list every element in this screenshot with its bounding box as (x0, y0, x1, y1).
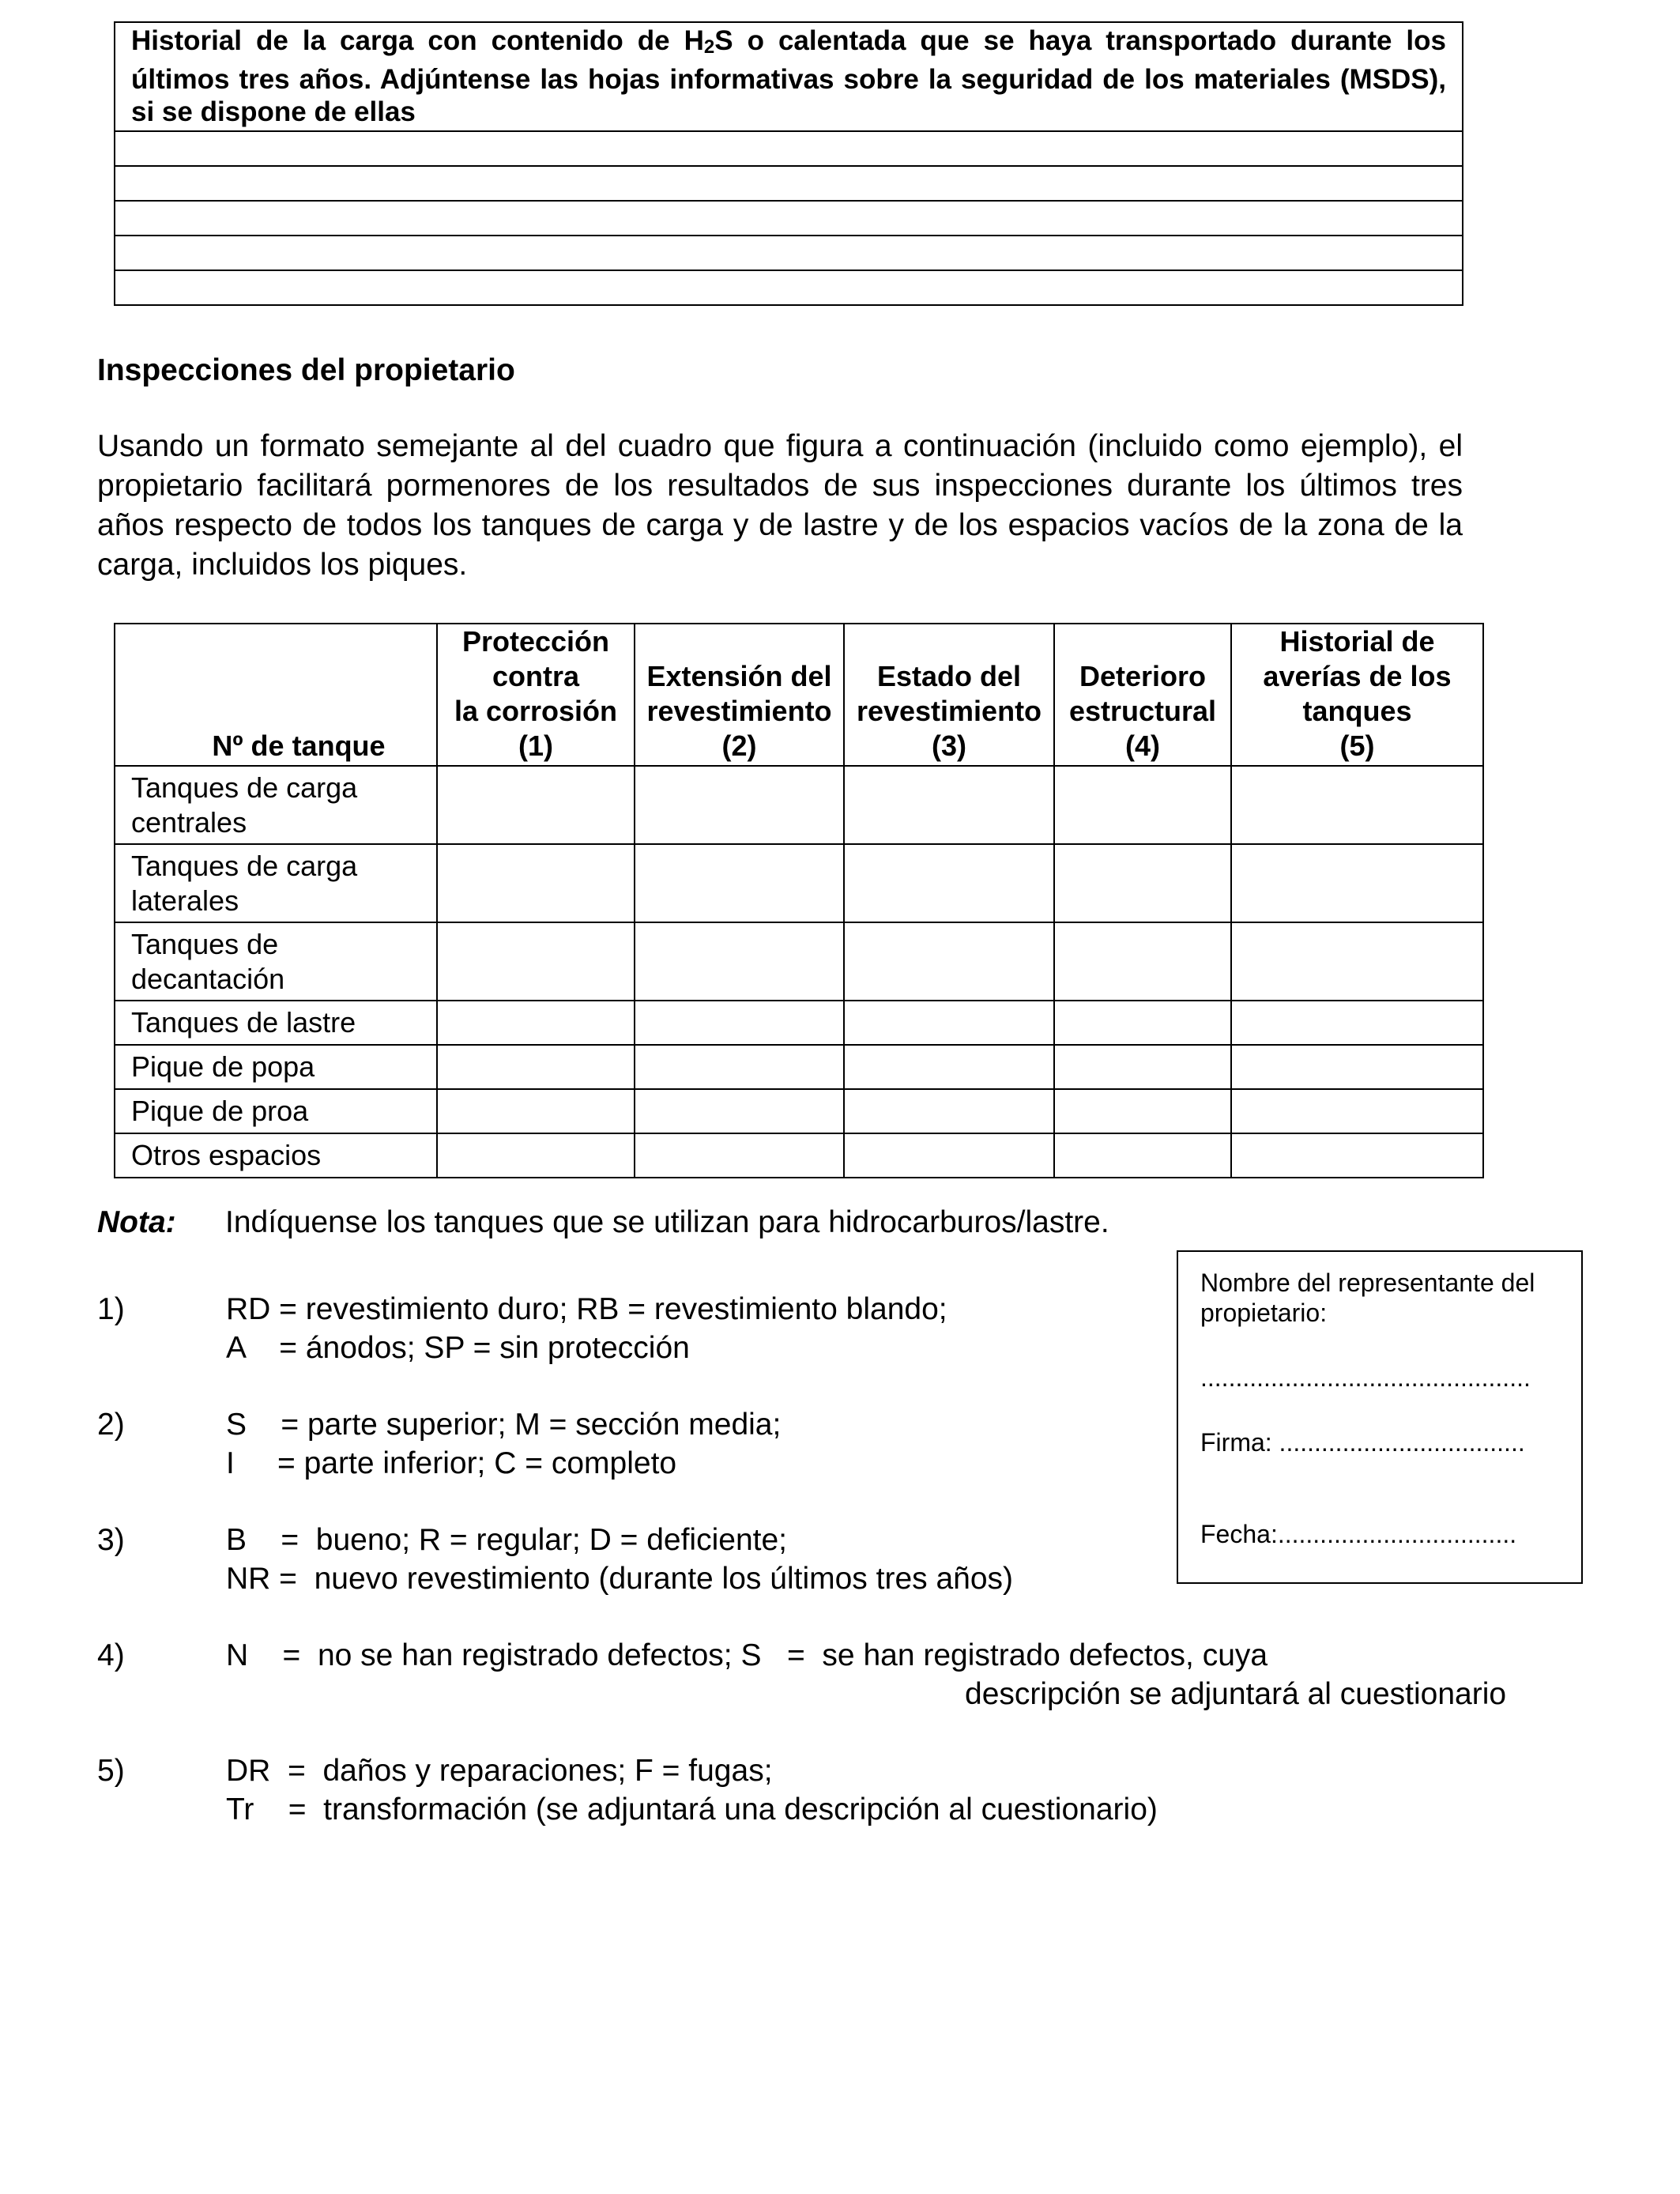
table-cell[interactable] (437, 766, 635, 844)
header-line: la corrosión (454, 695, 618, 727)
table-cell[interactable] (1054, 1001, 1231, 1045)
header-line: tanques (1302, 695, 1412, 727)
nota-label: Nota: (97, 1205, 176, 1239)
section-paragraph: Usando un formato semejante al del cuadro que figura a continuación (incluido como ejemplo), el propietario facilitará pormenores de los resultados de sus inspecciones durante los últimos tres años respecto de todos los tanques de carga y de lastre y de los espacios vacíos de la zona de la carga, incluidos los piques. (97, 429, 1463, 582)
note-4-number: 4) (97, 1638, 125, 1672)
table-row (115, 1001, 1483, 1045)
cargo-history-entry-1[interactable] (115, 131, 1463, 166)
inspection-table (114, 623, 1484, 1178)
header-line: Historial de (1279, 625, 1435, 658)
table-cell[interactable] (1054, 766, 1231, 844)
header-tank-damage-history (1231, 624, 1483, 766)
note-1-line-1: RD = revestimiento duro; RB = revestimiento blando; (226, 1292, 947, 1326)
representative-name-field[interactable]: ............................................... (1200, 1363, 1531, 1392)
table-cell[interactable] (1054, 922, 1231, 1001)
row-label: Tanques de decantación (115, 922, 437, 1001)
table-row (115, 1133, 1483, 1178)
note-5-line-1: DR = daños y reparaciones; F = fugas; (226, 1754, 773, 1788)
history-header-suffix: S o calentada que se haya transportado durante los últimos tres años. Adjúntense las hojas informativas sobre la seguridad de los materiales (MSDS), si se dispone de ellas (131, 25, 1447, 127)
table-row (115, 922, 1483, 1001)
nota-text: Indíquense los tanques que se utilizan para hidrocarburos/lastre. (225, 1205, 1109, 1239)
note-2-line-1: S = parte superior; M = sección media; (226, 1408, 782, 1442)
row-label: Tanques de carga laterales (115, 844, 437, 922)
note-3-line-1: B = bueno; R = regular; D = deficiente; (226, 1523, 787, 1557)
header-coating-extent (635, 624, 844, 766)
header-line: Protección (461, 625, 610, 658)
note-4-line-1: N = no se han registrado defectos; S = se han registrado defectos, cuya (226, 1638, 1268, 1672)
header-tank-number (115, 624, 437, 766)
table-cell[interactable] (1054, 1045, 1231, 1089)
table-cell[interactable] (635, 844, 844, 922)
table-cell[interactable] (635, 1133, 844, 1178)
row-label: Pique de popa (115, 1045, 437, 1089)
table-cell[interactable] (1054, 844, 1231, 922)
note-3-number: 3) (97, 1523, 125, 1557)
table-cell[interactable] (1231, 1133, 1483, 1178)
table-cell[interactable] (844, 1001, 1054, 1045)
cargo-history-header (115, 22, 1463, 131)
row-label: Otros espacios (115, 1133, 437, 1178)
header-coating-condition (844, 624, 1054, 766)
cargo-history-table (114, 21, 1463, 306)
header-line: averías de los (1263, 660, 1452, 692)
note-5-number: 5) (97, 1754, 125, 1788)
table-cell[interactable] (1231, 922, 1483, 1001)
note-2-number: 2) (97, 1408, 125, 1442)
table-row (115, 1045, 1483, 1089)
table-cell[interactable] (1231, 1089, 1483, 1133)
table-cell[interactable] (437, 1045, 635, 1089)
table-cell[interactable] (844, 844, 1054, 922)
table-cell[interactable] (1231, 1001, 1483, 1045)
table-cell[interactable] (1231, 766, 1483, 844)
table-cell[interactable] (1054, 1089, 1231, 1133)
note-4-line-2: descripción se adjuntará al cuestionario (965, 1677, 1507, 1711)
history-header-subscript: 2 (703, 36, 715, 58)
header-line: Deterioro (1079, 660, 1207, 692)
header-line: contra (492, 660, 580, 692)
signature-box (1177, 1250, 1583, 1584)
cargo-history-entry-2[interactable] (115, 166, 1463, 201)
header-corrosion-protection (437, 624, 635, 766)
table-cell[interactable] (844, 1133, 1054, 1178)
table-cell[interactable] (844, 922, 1054, 1001)
header-line: (2) (721, 729, 757, 762)
table-cell[interactable] (1231, 844, 1483, 922)
header-line: (5) (1339, 729, 1375, 762)
representative-name-label-1: Nombre del representante del (1200, 1269, 1535, 1297)
date-field[interactable]: Fecha:.................................. (1200, 1520, 1517, 1548)
table-cell[interactable] (844, 1089, 1054, 1133)
table-row (115, 844, 1483, 922)
table-cell[interactable] (635, 922, 844, 1001)
cargo-history-entry-3[interactable] (115, 201, 1463, 236)
table-cell[interactable] (635, 1001, 844, 1045)
table-cell[interactable] (635, 766, 844, 844)
header-line: (1) (518, 729, 553, 762)
table-row (115, 766, 1483, 844)
note-1-line-2: A = ánodos; SP = sin protección (226, 1331, 690, 1365)
table-cell[interactable] (1054, 1133, 1231, 1178)
header-line: Nº de tanque (212, 729, 386, 762)
note-1-number: 1) (97, 1292, 125, 1326)
header-line: (4) (1125, 729, 1160, 762)
header-line: revestimiento (646, 695, 832, 727)
table-cell[interactable] (635, 1089, 844, 1133)
table-cell[interactable] (1231, 1045, 1483, 1089)
table-cell[interactable] (635, 1045, 844, 1089)
table-cell[interactable] (437, 1001, 635, 1045)
header-structural-deterioration (1054, 624, 1231, 766)
header-line: (3) (932, 729, 966, 762)
table-cell[interactable] (437, 1089, 635, 1133)
cargo-history-entry-4[interactable] (115, 236, 1463, 270)
note-2-line-2: I = parte inferior; C = completo (226, 1446, 677, 1480)
nota-line (97, 1205, 1109, 1240)
table-cell[interactable] (437, 922, 635, 1001)
note-5-line-2: Tr = transformación (se adjuntará una descripción al cuestionario) (226, 1793, 1158, 1826)
table-cell[interactable] (437, 1133, 635, 1178)
row-label: Tanques de lastre (115, 1001, 437, 1045)
header-line: estructural (1068, 695, 1217, 727)
section-heading: Inspecciones del propietario (97, 353, 515, 387)
history-header-prefix: Historial de la carga con contenido de H (131, 25, 704, 56)
table-row (115, 1089, 1483, 1133)
row-label: Tanques de carga centrales (115, 766, 437, 844)
signature-field[interactable]: Firma: ................................... (1200, 1428, 1525, 1457)
representative-name-label-2: propietario: (1200, 1299, 1328, 1327)
header-line: Estado del (876, 660, 1022, 692)
cargo-history-entry-5[interactable] (115, 270, 1463, 305)
header-line: Extensión del (646, 660, 832, 692)
table-cell[interactable] (844, 1045, 1054, 1089)
table-cell[interactable] (437, 844, 635, 922)
note-3-line-2: NR = nuevo revestimiento (durante los últimos tres años) (226, 1562, 1014, 1596)
inspection-header-row (115, 624, 1483, 766)
row-label: Pique de proa (115, 1089, 437, 1133)
table-cell[interactable] (844, 766, 1054, 844)
header-line: revestimiento (856, 695, 1042, 727)
